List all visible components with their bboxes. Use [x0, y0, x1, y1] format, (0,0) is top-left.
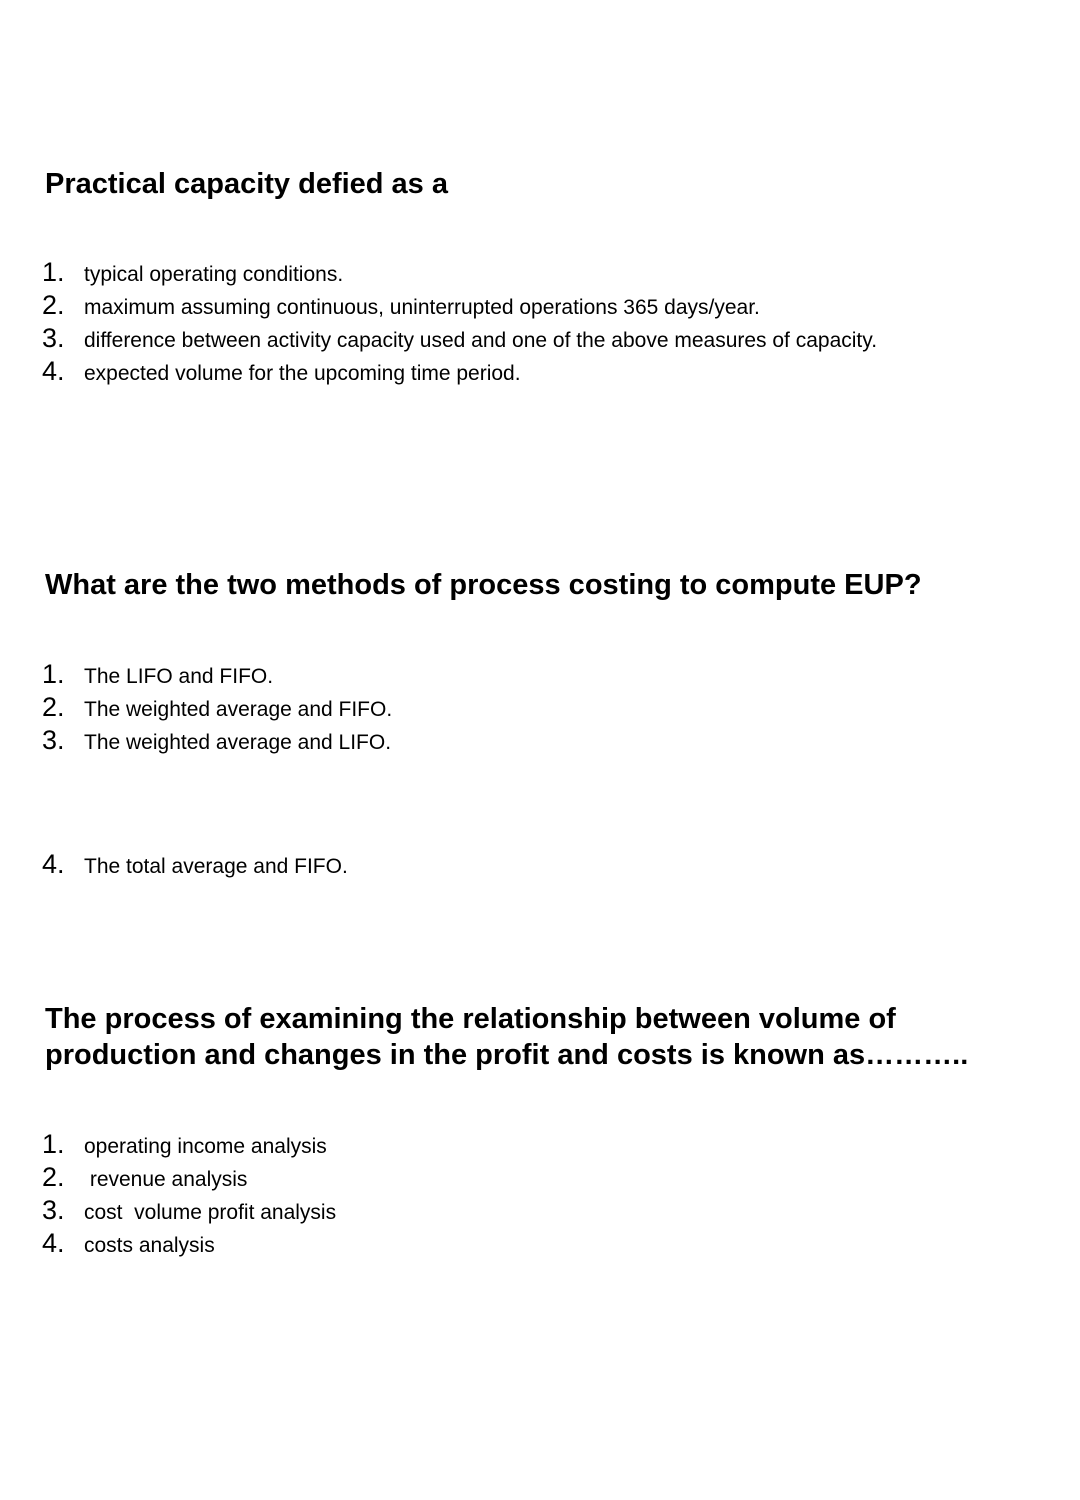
option-number: 4.: [42, 849, 65, 879]
option-number: 2.: [42, 692, 65, 722]
option-text: The total average and FIFO.: [84, 855, 348, 878]
question-2-option-3: [42, 724, 391, 757]
question-1-option-4: [42, 355, 521, 388]
option-number: 3.: [42, 725, 65, 755]
option-number: 2.: [42, 290, 65, 320]
option-text: cost volume profit analysis: [84, 1201, 337, 1224]
question-3-option-3: [42, 1194, 336, 1227]
option-text: typical operating conditions.: [84, 263, 344, 286]
option-text: The weighted average and FIFO.: [84, 698, 393, 721]
question-1-option-2: [42, 289, 760, 322]
option-text: costs analysis: [84, 1234, 215, 1257]
question-1-option-3: [42, 322, 877, 355]
option-text: The LIFO and FIFO.: [84, 665, 274, 688]
question-2-option-4: [42, 848, 348, 881]
option-number: 4.: [42, 1228, 65, 1258]
question-1-title: Practical capacity defied as a: [45, 168, 448, 200]
question-3-option-1: [42, 1128, 327, 1161]
option-text: maximum assuming continuous, uninterrupted operations 365 days/year.: [84, 296, 760, 319]
question-3-title-line-2: production and changes in the profit and costs is known as………..: [45, 1039, 969, 1071]
question-3-title-line-1: The process of examining the relationship between volume of: [45, 1003, 896, 1035]
option-text: difference between activity capacity used and one of the above measures of capacity.: [84, 329, 878, 352]
option-number: 3.: [42, 323, 65, 353]
option-text: revenue analysis: [84, 1168, 248, 1191]
question-3-title: [45, 1001, 968, 1073]
option-number: 2.: [42, 1162, 65, 1192]
question-3-option-2: [42, 1161, 247, 1194]
question-3-option-4: [42, 1227, 215, 1260]
question-1-option-1: [42, 256, 343, 289]
option-text: operating income analysis: [84, 1135, 327, 1158]
option-number: 4.: [42, 356, 65, 386]
question-2-option-1: [42, 658, 273, 691]
option-text: The weighted average and LIFO.: [84, 731, 392, 754]
question-2-title: What are the two methods of process costing to compute EUP?: [45, 569, 922, 601]
option-number: 3.: [42, 1195, 65, 1225]
question-2-option-2: [42, 691, 392, 724]
option-text: expected volume for the upcoming time period.: [84, 362, 521, 385]
option-number: 1.: [42, 257, 65, 287]
option-number: 1.: [42, 659, 65, 689]
option-number: 1.: [42, 1129, 65, 1159]
